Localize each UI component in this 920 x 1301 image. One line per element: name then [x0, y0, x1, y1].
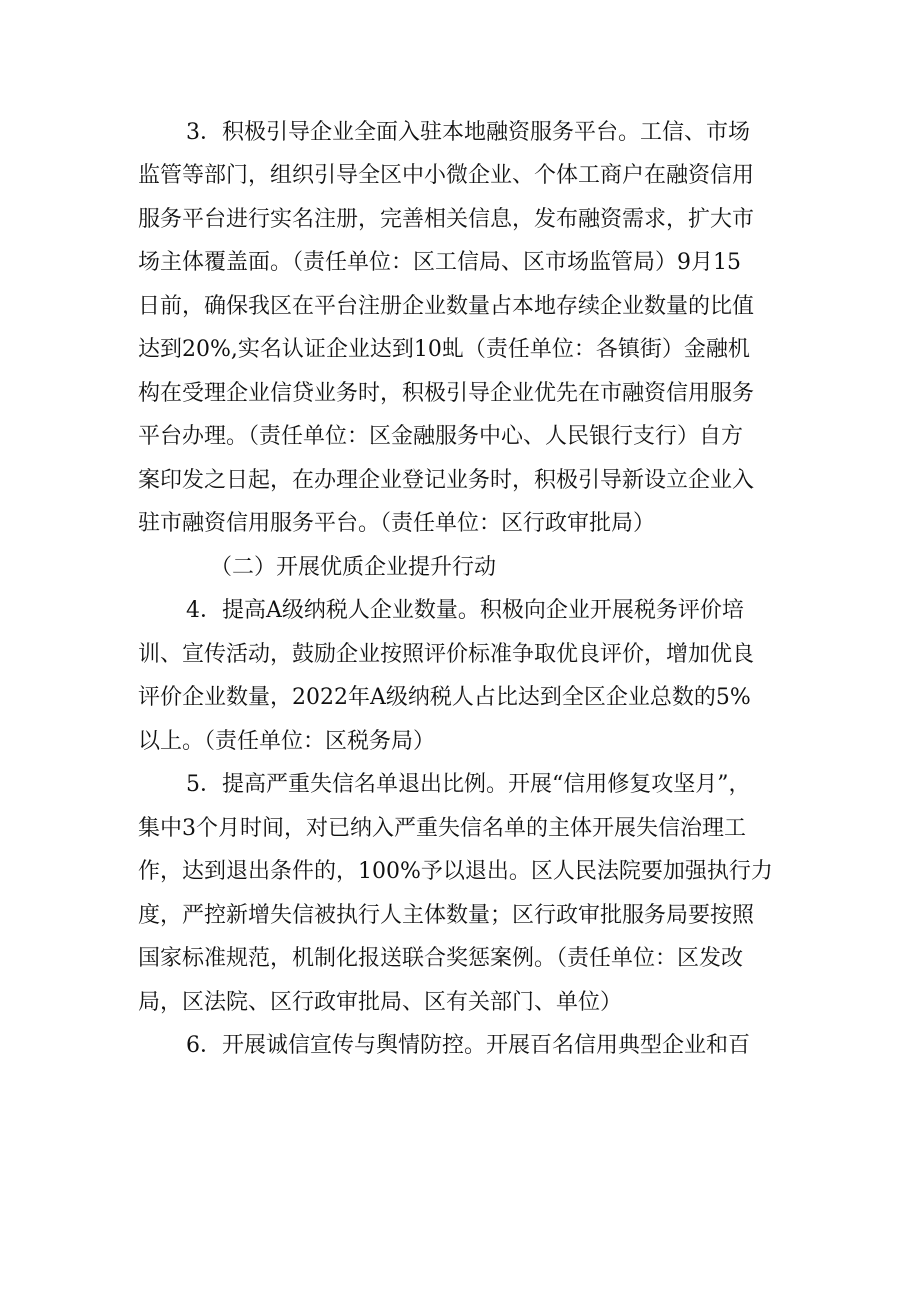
- paragraph-4-line-2: 训、宣传活动，鼓励企业按照评价标准争取优良评价，增加优良: [138, 642, 755, 667]
- paragraph-3-line-8: 平台办理。（责任单位：区金融服务中心、人民银行支行）自方: [138, 424, 744, 449]
- paragraph-3-line-7: 构在受理企业信贷业务时，积极引导企业优先在市融资信用服务: [138, 381, 755, 406]
- section-heading: （二）开展优质企业提升行动: [210, 555, 497, 580]
- paragraph-5-line-5: 国家标准规范，机制化报送联合奖惩案例。（责任单位：区发改: [138, 946, 744, 971]
- paragraph-3-line-6: 达到20%,实名认证企业达到10虬（责任单位：各镇街）金融机: [138, 337, 750, 362]
- paragraph-3-line-9: 案印发之日起，在办理企业登记业务时，积极引导新设立企业入: [138, 468, 755, 493]
- paragraph-4-line-1: 4．提高A级纳税人企业数量。积极向企业开展税务评价培: [186, 598, 744, 623]
- paragraph-5-line-4: 度，严控新增失信被执行人主体数量；区行政审批服务局要按照: [138, 903, 755, 928]
- paragraph-4-line-3: 评价企业数量，2022年A级纳税人占比达到全区企业总数的5%: [138, 685, 751, 710]
- paragraph-5-line-2: 集中3个月时间，对已纳入严重失信名单的主体开展失信治理工: [138, 816, 746, 841]
- paragraph-3-line-2: 监管等部门，组织引导全区中小微企业、个体工商户在融资信用: [138, 163, 755, 188]
- paragraph-5-line-1: 5．提高严重失信名单退出比例。开展“信用修复攻坚月”，: [186, 772, 751, 797]
- paragraph-4-line-4: 以上。（责任单位：区税务局）: [138, 729, 436, 754]
- paragraph-3-line-1: 3．积极引导企业全面入驻本地融资服务平台。工信、市场: [186, 120, 750, 145]
- paragraph-3-line-4: 场主体覆盖面。（责任单位：区工信局、区市场监管局）9月15: [138, 250, 741, 275]
- paragraph-3-line-3: 服务平台进行实名注册，完善相关信息，发布融资需求，扩大市: [138, 207, 755, 232]
- paragraph-3-line-10: 驻市融资信用服务平台。（责任单位：区行政审批局）: [138, 511, 656, 536]
- paragraph-5-line-3: 作，达到退出条件的，100%予以退出。区人民法院要加强执行力: [138, 859, 773, 884]
- paragraph-6-line-1: 6．开展诚信宣传与舆情防控。开展百名信用典型企业和百: [186, 1033, 750, 1058]
- paragraph-5-line-6: 局，区法院、区行政审批局、区有关部门、单位）: [138, 990, 623, 1015]
- paragraph-3-line-5: 日前，确保我区在平台注册企业数量占本地存续企业数量的比值: [138, 294, 755, 319]
